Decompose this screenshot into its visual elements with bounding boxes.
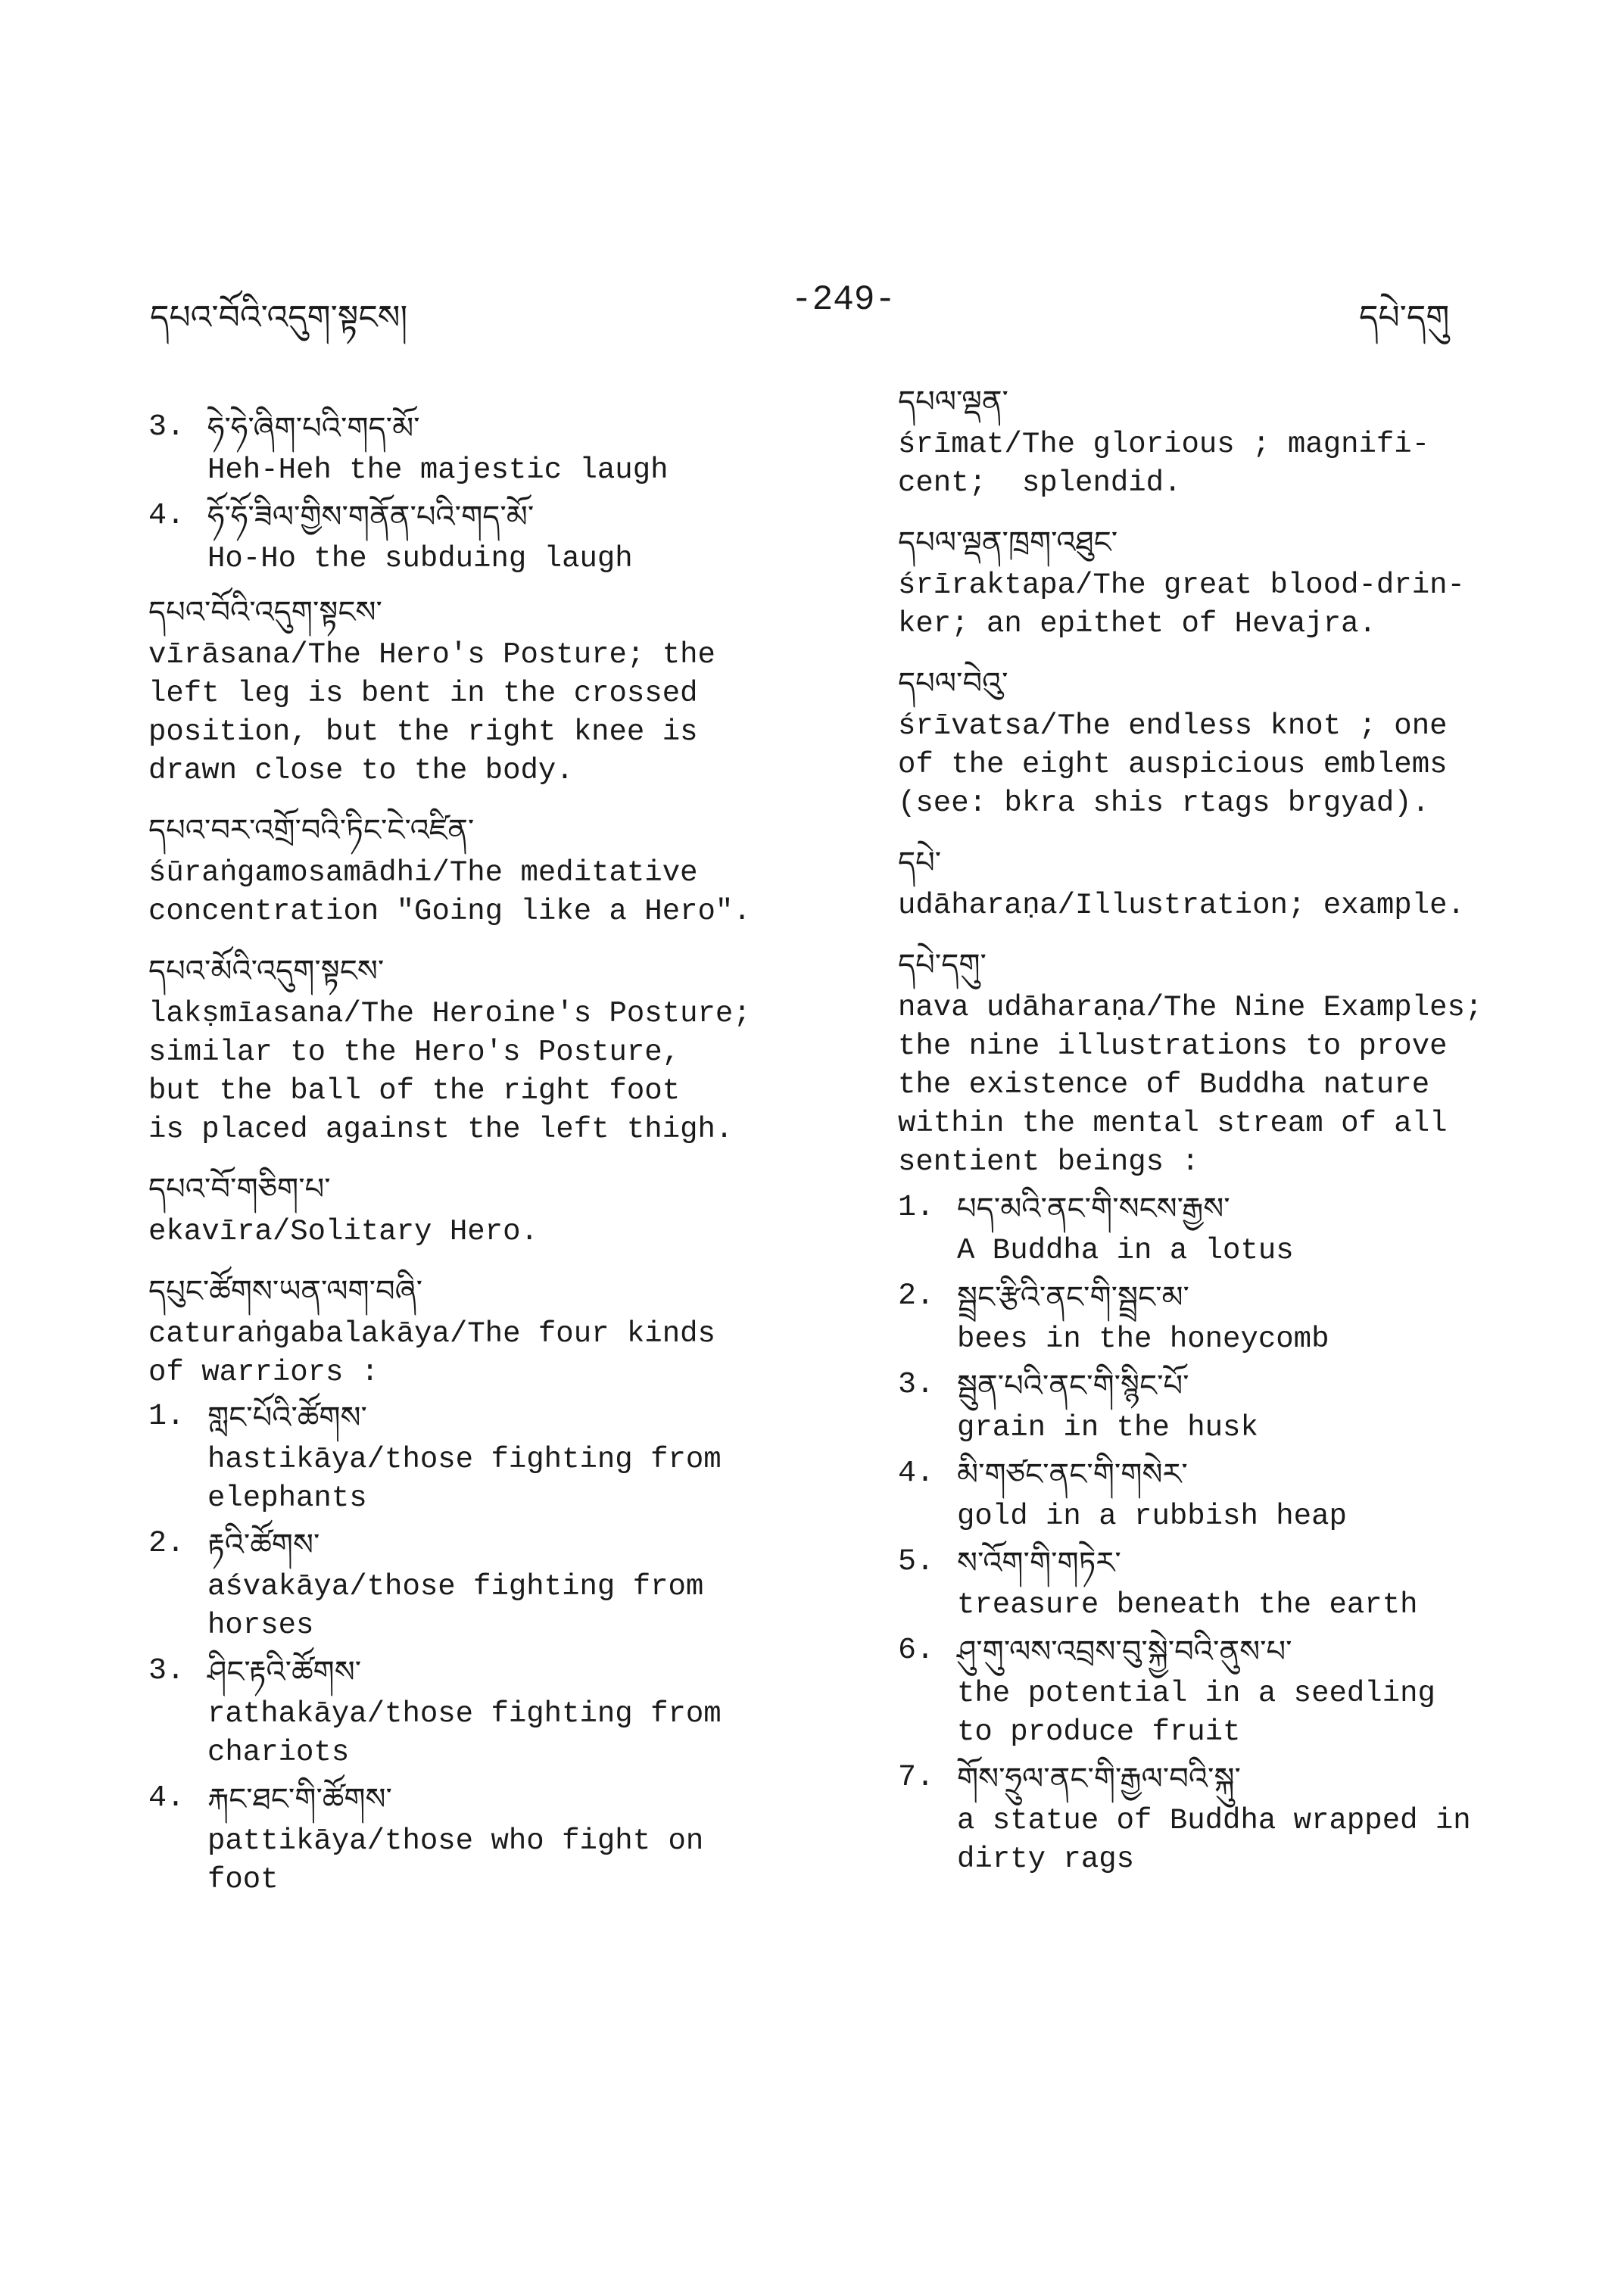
dictionary-entry: དཔའ་བོ་གཅིག་པ་ ekavīra/Solitary Hero.: [148, 1166, 830, 1251]
dictionary-entry: དཔའ་བོའི་འདུག་སྟངས་ vīrāsana/The Hero's Posture; the left leg is bent in the crossed position, but the right knee is drawn close to the body.: [148, 589, 830, 790]
tibetan-term: སྦུན་པའི་ནང་གི་སྙིང་པོ་: [957, 1369, 1189, 1404]
tibetan-term: གླང་པོའི་ཚོགས་: [207, 1400, 367, 1435]
tibetan-term: རྟའི་ཚོགས་: [207, 1528, 320, 1562]
warrior-list: [148, 1395, 830, 1899]
tibetan-headword: དཔའ་མོའི་འདུག་སྟངས་: [148, 954, 385, 989]
dictionary-entry: དཔེ་དགུ་ nava udāharaṇa/The Nine Examples; the nine illustrations to prove the existence of Buddha nature within the mental stream of all sentient beings :: [898, 942, 1579, 1182]
list-item: 1. གླང་པོའི་ཚོགས་ hastikāya/those fighting from elephants: [148, 1395, 830, 1518]
list-item: 3. ཧེ་ཧེ་ཞིག་པའི་གད་མོ་ Heh-Heh the majestic laugh: [148, 406, 830, 490]
list-item: 4. ཧོ་ཧོ་ཟིལ་གྱིས་གནོན་པའི་གད་མོ་ Ho-Ho the subduing laugh: [148, 494, 830, 578]
tibetan-headword: དཔའ་བོའི་འདུག་སྟངས་: [148, 595, 382, 630]
left-column: [148, 406, 830, 1904]
dictionary-entry: དཔའ་མོའི་འདུག་སྟངས་ lakṣmīasana/The Heroine's Posture; similar to the Hero's Posture, but the ball of the right foot is placed against the left thigh.: [148, 948, 830, 1149]
dictionary-entry: དཔལ་བེའུ་ śrīvatsa/The endless knot ; one of the eight auspicious emblems (see: bkra shis rtags brgyad).: [898, 660, 1579, 823]
tibetan-term: རྐང་ཐང་གི་ཚོགས་: [207, 1782, 392, 1817]
page-number: -249-: [791, 280, 896, 319]
tibetan-headword: དཔལ་བེའུ་: [898, 666, 1008, 701]
list-item: 3. ཤིང་རྟའི་ཚོགས་ rathakāya/those fighting from chariots: [148, 1650, 830, 1772]
running-header-tibetan-right: དཔེ་དགུ: [1359, 298, 1450, 337]
list-item: 4. རྐང་ཐང་གི་ཚོགས་ pattikāya/those who fight on foot: [148, 1777, 830, 1899]
tibetan-term: ཧོ་ཧོ་ཟིལ་གྱིས་གནོན་པའི་གད་མོ་: [207, 500, 535, 534]
dictionary-entry: དཔལ་ལྡན་ śrīmat/The glorious ; magnifi- cent; splendid.: [898, 379, 1579, 503]
tibetan-headword: དཔུང་ཚོགས་ཡན་ལག་བཞི་: [148, 1274, 423, 1309]
tibetan-term: ཤུ་གུ་ལས་འབྲས་བུ་སྐྱེ་བའི་ནུས་པ་: [957, 1634, 1292, 1669]
tibetan-headword: དཔའ་བར་འགྲོ་བའི་ཏིང་ངེ་འཛིན་: [148, 813, 475, 848]
dictionary-entry: དཔེ་ udāharaṇa/Illustration; example.: [898, 840, 1579, 925]
list-item: 4. མི་གཙང་ནང་གི་གསེར་ gold in a rubbish heap: [898, 1452, 1579, 1536]
tibetan-headword: དཔལ་ལྡན་: [898, 385, 1008, 419]
list-item: 5. ས་འོག་གི་གཏེར་ treasure beneath the earth: [898, 1541, 1579, 1625]
tibetan-term: སྦྲང་རྩིའི་ནང་གི་སྦྲང་མ་: [957, 1280, 1189, 1315]
list-item: 2. རྟའི་ཚོགས་ aśvakāya/those fighting from horses: [148, 1522, 830, 1645]
list-item: 2. སྦྲང་རྩིའི་ནང་གི་སྦྲང་མ་ bees in the honeycomb: [898, 1275, 1579, 1359]
dictionary-entry: དཔའ་བར་འགྲོ་བའི་ཏིང་ངེ་འཛིན་ śūraṅgamosamādhi/The meditative concentration "Going like a Hero".: [148, 807, 830, 931]
tibetan-headword: དཔའ་བོ་གཅིག་པ་: [148, 1172, 331, 1207]
tibetan-term: མི་གཙང་ནང་གི་གསེར་: [957, 1457, 1188, 1492]
tibetan-headword: དཔེ་དགུ་: [898, 948, 987, 983]
list-item: 1. པད་མའི་ནང་གི་སངས་རྒྱས་ A Buddha in a lotus: [898, 1186, 1579, 1270]
tibetan-headword: དཔལ་ལྡན་ཁྲག་འཐུང་: [898, 525, 1118, 560]
tibetan-term: གོས་ཧྲུལ་ནང་གི་རྒྱལ་བའི་སྐུ་: [957, 1762, 1241, 1796]
running-header-tibetan: དཔའ་བོའི་འདུག་སྟངས།: [150, 298, 408, 337]
tibetan-term: ཧེ་ཧེ་ཞིག་པའི་གད་མོ་: [207, 411, 420, 446]
tibetan-term: ཤིང་རྟའི་ཚོགས་: [207, 1655, 362, 1690]
list-item: 3. སྦུན་པའི་ནང་གི་སྙིང་པོ་ grain in the husk: [898, 1363, 1579, 1447]
dictionary-entry: དཔལ་ལྡན་ཁྲག་འཐུང་ śrīraktapa/The great blood-drin- ker; an epithet of Hevajra.: [898, 519, 1579, 643]
tibetan-headword: དཔེ་: [898, 846, 942, 880]
list-item: 6. ཤུ་གུ་ལས་འབྲས་བུ་སྐྱེ་བའི་ནུས་པ་ the potential in a seedling to produce fruit: [898, 1629, 1579, 1752]
tibetan-term: པད་མའི་ནང་གི་སངས་རྒྱས་: [957, 1192, 1230, 1226]
examples-list: [898, 1186, 1579, 1879]
dictionary-entry: དཔུང་ཚོགས་ཡན་ལག་བཞི་ caturaṅgabalakāya/The four kinds of warriors :: [148, 1268, 830, 1392]
tibetan-term: ས་འོག་གི་གཏེར་: [957, 1546, 1121, 1581]
list-item: 7. གོས་ཧྲུལ་ནང་གི་རྒྱལ་བའི་སྐུ་ a statue of Buddha wrapped in dirty rags: [898, 1756, 1579, 1879]
right-column: [898, 379, 1579, 1883]
laugh-list: [148, 406, 830, 578]
